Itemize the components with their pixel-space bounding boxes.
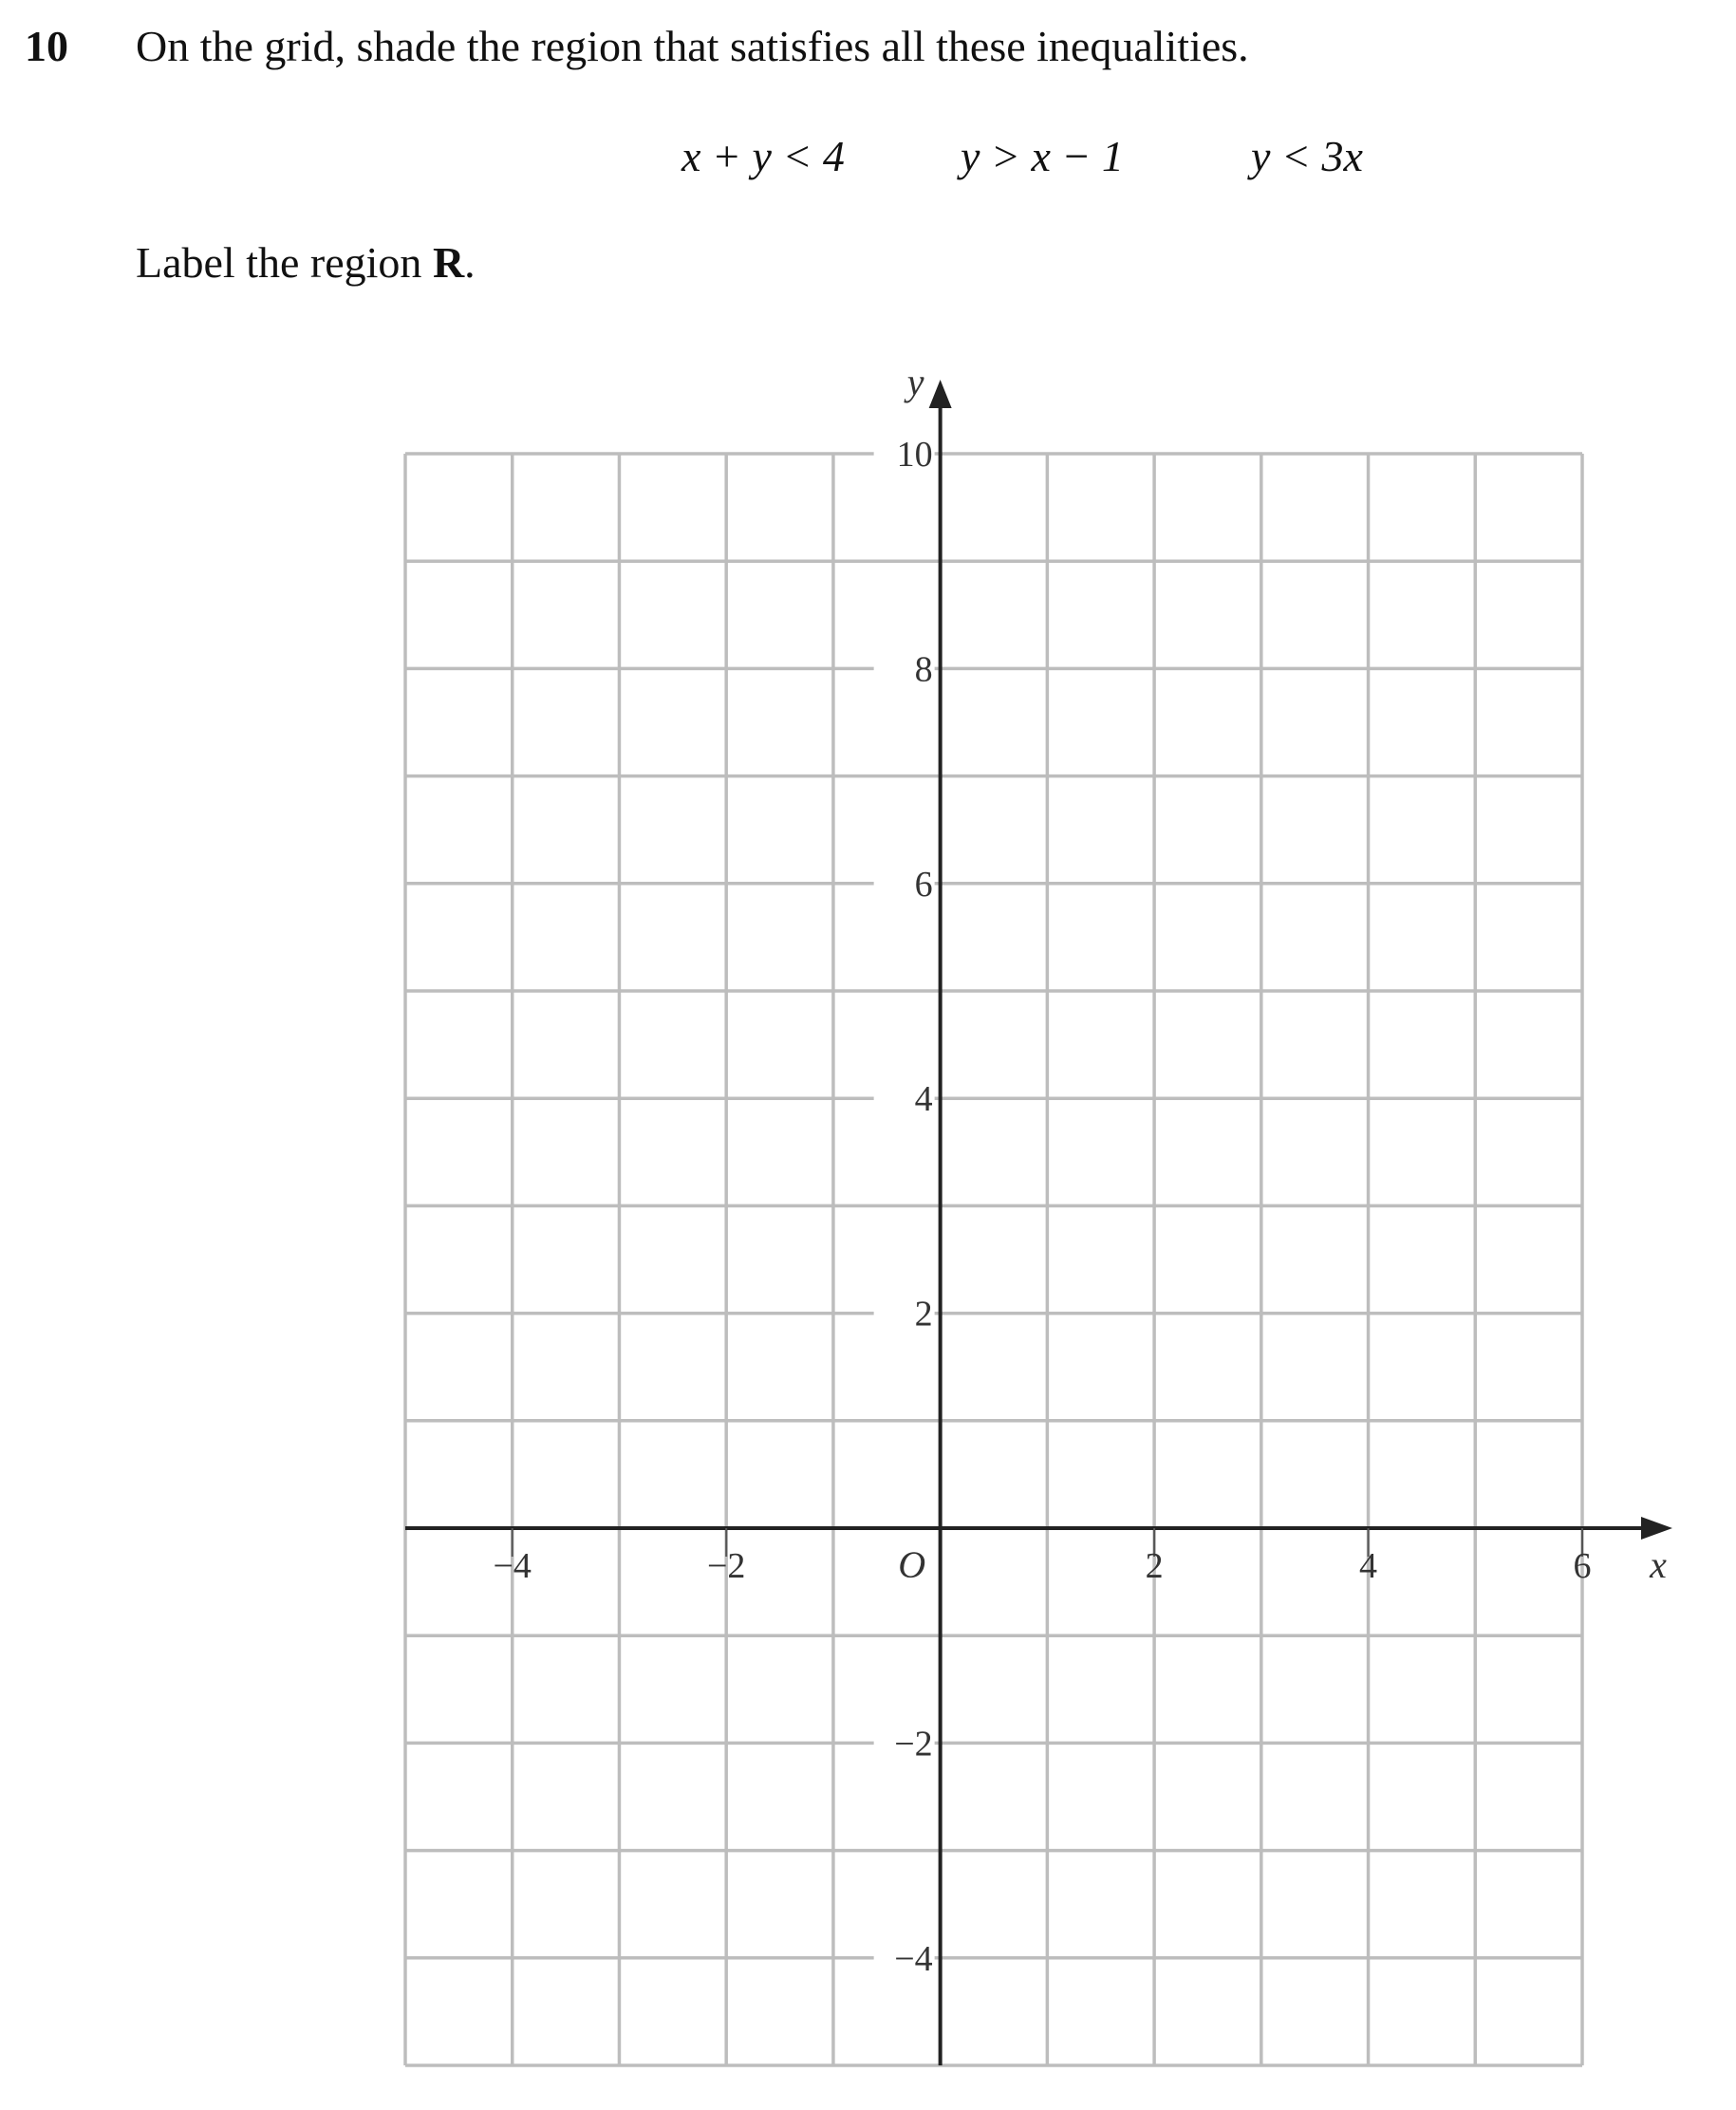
x-tick-label: −2 <box>706 1546 746 1586</box>
grid-lines <box>405 454 1582 2065</box>
y-tick-label: 8 <box>914 649 933 690</box>
tick-labels <box>494 361 1668 1979</box>
inequality-2: y > x − 1 <box>961 132 1124 180</box>
x-tick-label: −4 <box>493 1546 532 1586</box>
inequality-1: x + y < 4 <box>681 132 845 180</box>
y-tick-label: 4 <box>914 1079 933 1120</box>
question-text: On the grid, shade the region that satisfies all these inequalities. <box>136 22 1249 70</box>
x-axis-label: x <box>1650 1543 1667 1586</box>
y-axis-arrow-icon <box>929 380 952 408</box>
label-instruction-suffix: . <box>464 238 476 287</box>
origin-label: O <box>898 1543 926 1586</box>
y-tick-label: 6 <box>914 864 933 905</box>
x-tick-label: 6 <box>1573 1546 1592 1586</box>
x-tick-label: 2 <box>1145 1546 1164 1586</box>
y-tick-label: 10 <box>896 435 933 475</box>
region-letter: R <box>432 238 465 287</box>
y-tick-label: 2 <box>914 1294 933 1335</box>
y-tick-label: −2 <box>894 1724 933 1765</box>
x-axis-arrow-icon <box>1641 1517 1672 1540</box>
question-number: 10 <box>25 22 68 70</box>
inequality-3: y < 3x <box>1251 132 1363 180</box>
x-tick-label: 4 <box>1359 1546 1378 1586</box>
y-tick-label: −4 <box>894 1938 933 1979</box>
label-instruction-prefix: Label the region <box>136 238 433 287</box>
y-axis-label: y <box>906 361 924 403</box>
axes <box>405 380 1672 2065</box>
